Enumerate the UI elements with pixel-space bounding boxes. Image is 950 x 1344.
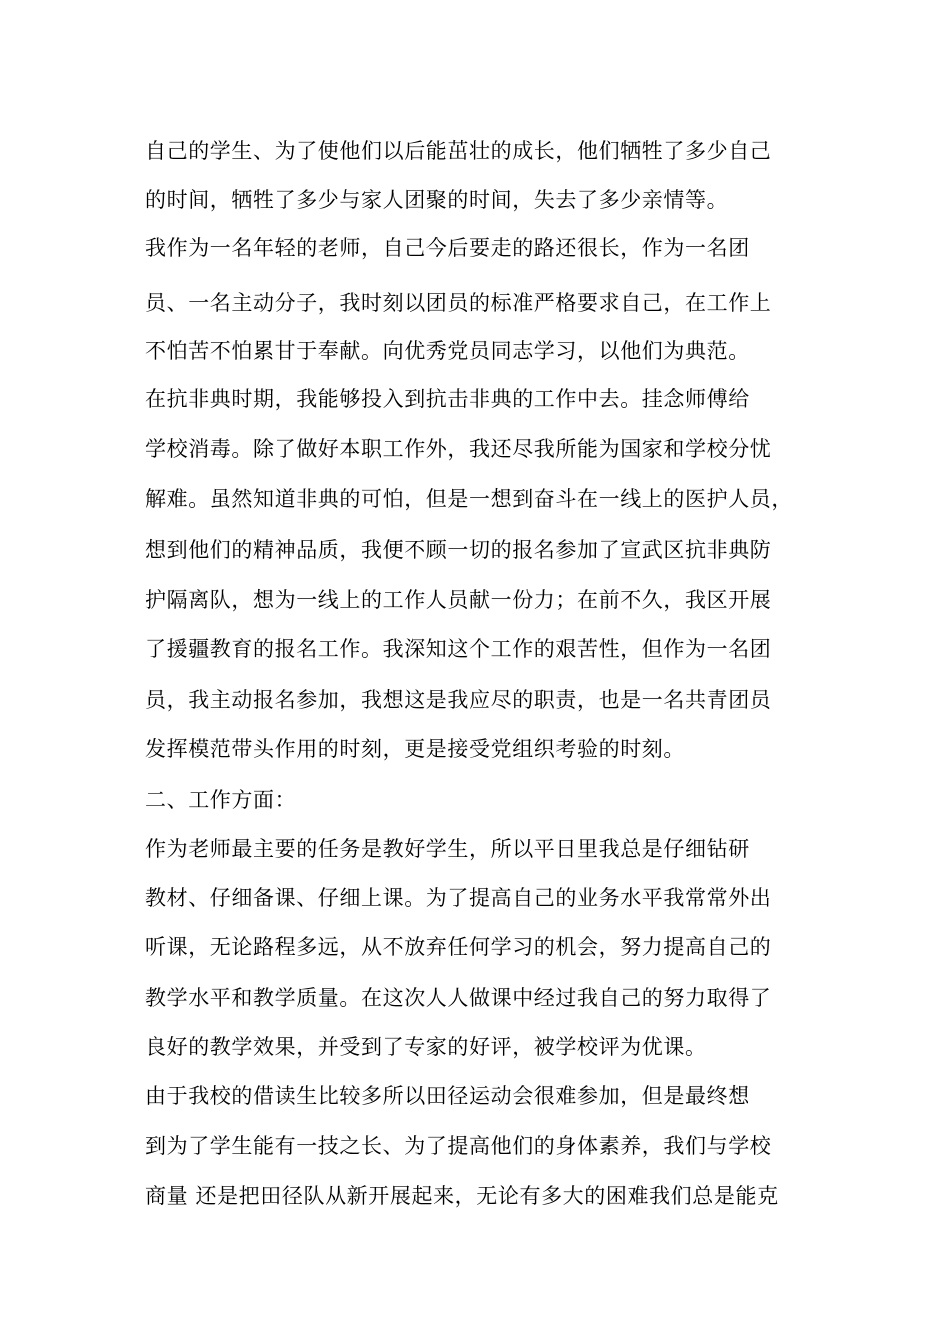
text-line: 不怕苦不怕累甘于奉献。向优秀党员同志学习，以他们为典范。 [145,339,750,363]
text-line: 学校消毒。除了做好本职工作外，我还尽我所能为国家和学校分忧 [145,437,772,461]
text-line: 的时间，牺牲了多少与家人团聚的时间，失去了多少亲情等。 [145,188,729,212]
text-line: 作为老师最主要的任务是教好学生，所以平日里我总是仔细钻研 [145,837,750,861]
text-line: 在抗非典时期，我能够投入到抗击非典的工作中去。挂念师傅给 [145,387,750,411]
section-heading: 二、工作方面： [145,788,297,812]
text-line: 了援疆教育的报名工作。我深知这个工作的艰苦性，但作为一名团 [145,637,772,661]
text-line: 护隔离队，想为一线上的工作人员献一份力；在前不久，我区开展 [145,588,772,612]
text-line: 听课，无论路程多远，从不放弃任何学习的机会，努力提高自己的 [145,935,772,959]
text-line: 教学水平和教学质量。在这次人人做课中经过我自己的努力取得了 [145,986,772,1010]
text-line: 教材、仔细备课、仔细上课。为了提高自己的业务水平我常常外出 [145,886,772,910]
text-line: 我作为一名年轻的老师，自己今后要走的路还很长，作为一名团 [145,236,750,260]
text-line: 自己的学生、为了使他们以后能茁壮的成长，他们牺牲了多少自己 [145,139,772,163]
text-line: 良好的教学效果，并受到了专家的好评，被学校评为优课。 [145,1035,707,1059]
text-line: 商量 还是把田径队从新开展起来，无论有多大的困难我们总是能克 [145,1184,779,1208]
text-line: 员，我主动报名参加，我想这是我应尽的职责，也是一名共青团员 [145,688,772,712]
text-line: 想到他们的精神品质，我便不顾一切的报名参加了宣武区抗非典防 [145,538,772,562]
text-line: 由于我校的借读生比较多所以田径运动会很难参加，但是最终想 [145,1084,750,1108]
text-line: 员、一名主动分子，我时刻以团员的标准严格要求自己，在工作上 [145,291,772,315]
text-line: 解难。虽然知道非典的可怕，但是一想到奋斗在一线上的医护人员， [145,487,793,511]
text-line: 到为了学生能有一技之长、为了提高他们的身体素养，我们与学校 [145,1134,772,1158]
text-line: 发挥模范带头作用的时刻，更是接受党组织考验的时刻。 [145,737,685,761]
